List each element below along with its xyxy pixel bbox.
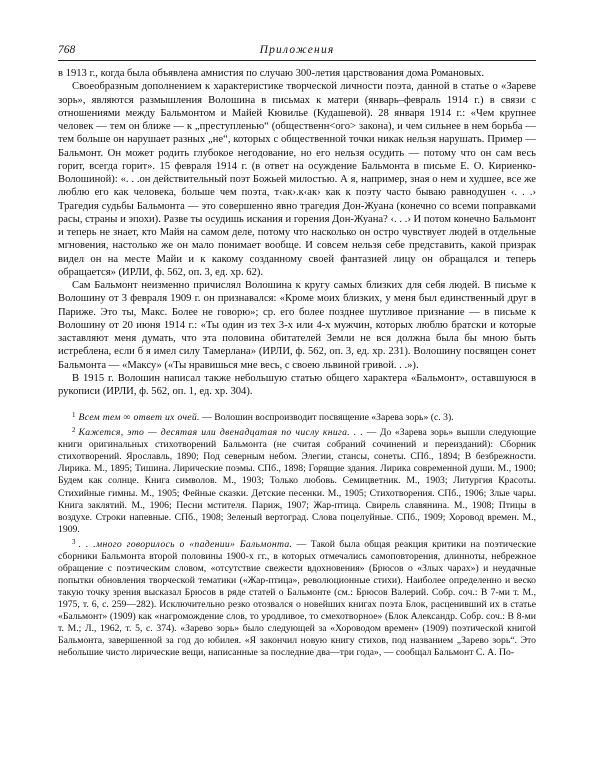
footnote-mark: 3 [72, 537, 76, 546]
footnote-3 [58, 536, 536, 659]
footnote-lemma: . . .много говорилось о «падении» Бальмонта. [78, 538, 293, 550]
footnote-lemma: Кажется, это — десятая или двенадцатая по числу книга. . . [78, 427, 364, 439]
paragraph-continuation: в 1913 г., когда была объявлена амнистия по случаю 300-летия царствования дома Романовых. [58, 68, 485, 79]
footnote-text: — Такой была общая реакция критики на поэтические сборники Бальмонта второй половины 1900-х гг., в которых отмечались самоповторения, длинноты, небрежное обращение с поэтическим словом, «отсутствие свежести вдохновения» (Брюсов о «Злых чарах») и неудачные попытки обновления творческой тематики («Жар-птица», революционные стихи). Наиболее определенно и веско такую точку зрения высказал Брюсов в ряде статей о Бальмонте (см.: Брюсов Валерий. Собр. соч.: В 7-ми т. М., 1975, т. 6, с. 259—282). Исключительно резко отозвался о новейших книгах поэта Блок, расценивший их в статье «Бальмонт» (1909) как «нагромождение слов, то уродливое, то смехотворное» (Блок Александр. Собр. соч.: В 8-ми т. М.; Л., 1962, т. 5, с. 374). «Зарево зорь» было следующей за «Хороводом времен» (1909) поэтической книгой Бальмонта, завершенной за год до юбилея. «Я закончил новую книгу стихов, под названием „Зарево зорь“. Это небольшие чисто лирические вещи, написанные за последние два—три года», — сообщал Бальмонт С. А. По- [58, 538, 536, 659]
paragraph-letters-to-mother: Своеобразным дополнением к характеристике творческой личности поэта, данной в статье о «Зареве зорь», являются размышления Волошина в письмах к матери (январь–февраль 1914 г.) в связи с отношениями между Бальмонтом и Майей Кювилье (Кудашевой). 28 января 1914 г.: «Чем крупнее человек — тем он ближе — к „преступленью“ (общественн<ого> закона), и чем сильнее в нем борьба — тем больше он нарушает разных „не“, которых с общественной точки никак нельзя нарушать. Пример — Бальмонт. Он может родить глубокое негодование, но его нельзя осудить — потому что он сам весь горит, всегда горит». 15 февраля 1914 г. (в ответ на осуждение Бальмонта в письме Е. О. Кириенко-Волошиной): «. . .он действительный поэт Божьей милостью. А я, например, зная о нем и худшее, все же люблю его как человека, больше чем поэта, т‹ак›.к‹ак› как к поэту часто бываю равнодушен ‹. . .› Трагедия судьбы Бальмонта — это совершенно явно трагедия Дон-Жуана (конечно со всеми поправками расы, страны и эпохи). Разве ты осудишь искания и горения Дон-Жуана? ‹. . .› И потом конечно Бальмонт и теперь не знает, кто Майя на самом деле, потому что насколько он остро чувствует людей в отдельные мгновения, настолько же он мало понимает вообще. И совсем нельзя себе представить, какой призрак видел он на месте Майи и к какому созданному своей фантазией лицу он обращался и теперь обращается» (ИРЛИ, ф. 562, оп. 3, ед. хр. 62). [58, 81, 536, 278]
footnote-lemma: Всем тем ∞ ответ их очей. [78, 412, 200, 424]
paragraph-1915-article: В 1915 г. Волошин написал также небольшую статью общего характера «Бальмонт», оставшуюся в рукописи (ИРЛИ, ф. 562, оп. 1, ед. хр. 304). [58, 372, 536, 397]
footnote-separator [58, 398, 536, 409]
footnote-text: — Волошин воспроизводит посвящение «Зарева зорь» (с. 3). [199, 412, 454, 424]
footnote-text: — До «Зарева зорь» вышли следующие книги оригинальных стихотворений Бальмонта (не считая собраний сочинений и переизданий): Сборник стихотворений. Ярославль, 1890; Под северным небом. Элегии, стансы, сонеты. СПб., 1894; В безбрежности. Лирика. М., 1895; Тишина. Лирические поэмы. СПб., 1898; Горящие здания. Лирика современной души. М., 1900; Будем как солнце. Книга символов. М., 1903; Только любовь. Семицветник. М., 1903; Литургия Красоты. Стихийные гимны. М., 1905; Фейные сказки. Детские песенки. М., 1905; Стихотворения. СПб., 1906; Злые чары. Книга заклятий. М., 1906; Песни мстителя. Париж, 1907; Жар-птица. Свирель славянина. М., 1908; Птицы в воздухе. Строки напевные. СПб., 1908; Зеленый вертоград. Слова поцелуйные. СПб., 1909; Хоровод времен. М., 1909. [58, 427, 536, 535]
running-title: Приложения [259, 44, 335, 56]
paragraph-balmont-friendship: Сам Бальмонт неизменно причислял Волошина к кругу самых близких для себя людей. В письме к Волошину от 3 февраля 1909 г. он признавался: «Кроме моих близких, у меня был единственный друг в Париже. Это ты, Макс. Более не говорю»; ср. его более позднее шутливое признание — в письме к Волошину от 20 июня 1914 г.: «Ты один из тех 3-х или 4-х мужчин, которых люблю братски и которые заставляют меня думать, что эта половина обитателей Земли не вся должна была бы мною быть истреблена, если б я имел силу Тамерлана» (ИРЛИ, ф. 562, оп. 3, ед. хр. 231). Волошину посвящен сонет Бальмонта — «Максу» («Ты нравишься мне весь, с своею львиной гривой. . .»). [58, 280, 536, 371]
footnote-2 [58, 424, 536, 535]
footnotes [58, 409, 536, 659]
footnote-1 [58, 409, 536, 424]
main-text [58, 67, 536, 398]
book-page [58, 40, 536, 752]
footnote-mark: 2 [72, 426, 76, 435]
page-number: 768 [58, 44, 76, 56]
running-header [58, 40, 536, 61]
footnote-mark: 1 [72, 411, 76, 420]
